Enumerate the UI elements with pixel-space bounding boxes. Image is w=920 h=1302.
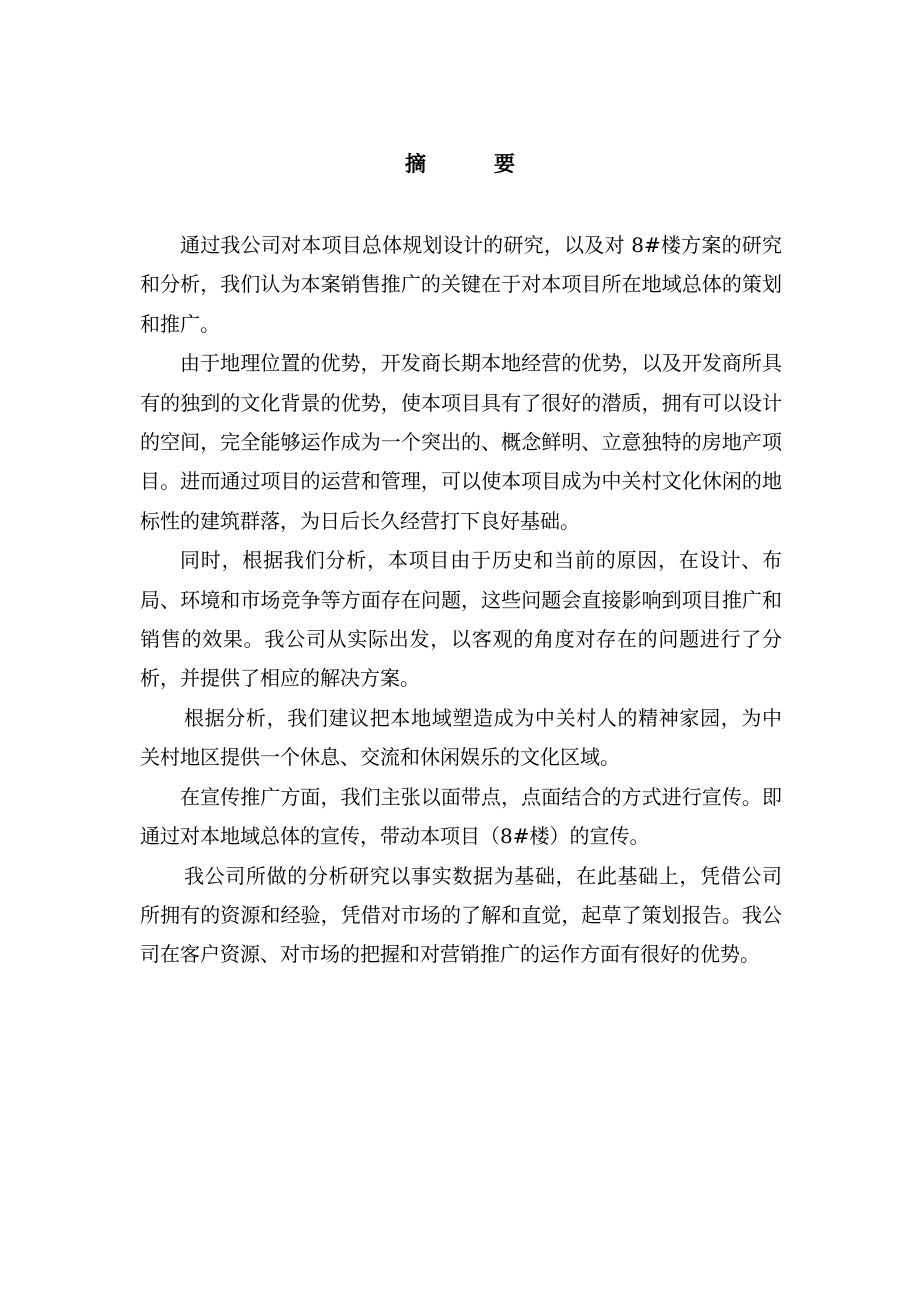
paragraph-1: 通过我公司对本项目总体规划设计的研究，以及对 8#楼方案的研究和分析，我们认为本案销售推广的关键在于对本项目所在地域总体的策划和推广。 — [140, 233, 782, 336]
paragraph-4: 根据分析，我们建议把本地域塑造成为中关村人的精神家园，为中关村地区提供一个休息、交流和休闲娱乐的文化区域。 — [140, 705, 782, 770]
paragraph-3: 同时，根据我们分析，本项目由于历史和当前的原因，在设计、布局、环境和市场竞争等方面存在问题，这些问题会直接影响到项目推广和销售的效果。我公司从实际出发，以客观的角度对存在的问题进行了分析，并提供了相应的解决方案。 — [140, 548, 782, 691]
title-char-1: 摘 — [405, 151, 426, 176]
page-title — [0, 146, 920, 182]
paragraph-5: 在宣传推广方面，我们主张以面带点，点面结合的方式进行宣传。即通过对本地域总体的宣传，带动本项目（8#楼）的宣传。 — [140, 784, 782, 849]
title-char-2: 要 — [494, 151, 515, 176]
abstract-body — [140, 226, 782, 975]
paragraph-6: 我公司所做的分析研究以事实数据为基础，在此基础上，凭借公司所拥有的资源和经验，凭借对市场的了解和直觉，起草了策划报告。我公司在客户资源、对市场的把握和对营销推广的运作方面有很好的优势。 — [140, 863, 782, 967]
paragraph-2: 由于地理位置的优势，开发商长期本地经营的优势，以及开发商所具有的独到的文化背景的优势，使本项目具有了很好的潜质，拥有可以设计的空间，完全能够运作成为一个突出的、概念鲜明、立意独特的房地产项目。进而通过项目的运营和管理，可以使本项目成为中关村文化休闲的地标性的建筑群落，为日后长久经营打下良好基础。 — [140, 351, 782, 533]
